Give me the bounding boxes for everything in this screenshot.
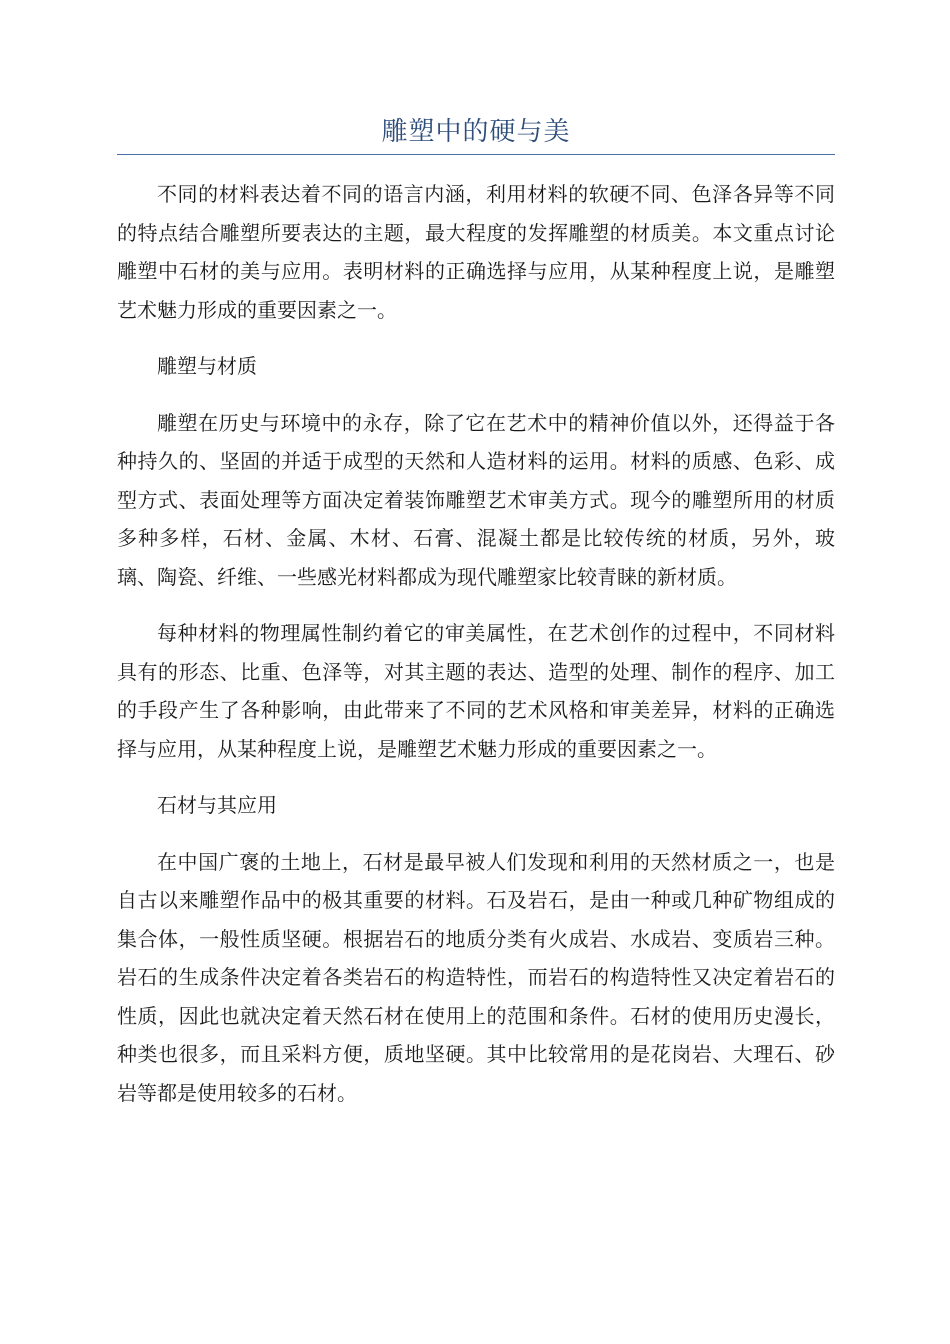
intro-paragraph: 不同的材料表达着不同的语言内涵，利用材料的软硬不同、色泽各异等不同的特点结合雕塑所要表达的主题，最大程度的发挥雕塑的材质美。本文重点讨论雕塑中石材的美与应用。表明材料的正确选择与应用，从某种程度上说，是雕塑艺术魅力形成的重要因素之一。 [117, 182, 835, 322]
section-heading-stone-application: 石材与其应用 [157, 793, 277, 817]
section-heading-sculpture-material: 雕塑与材质 [157, 354, 257, 378]
title-underline [117, 154, 835, 155]
document-title: 雕塑中的硬与美 [381, 117, 571, 147]
body-paragraph-properties: 每种材料的物理属性制约着它的审美属性，在艺术创作的过程中，不同材料具有的形态、比重、色泽等，对其主题的表达、造型的处理、制作的程序、加工的手段产生了各种影响，由此带来了不同的艺术风格和审美差异，材料的正确选择与应用，从某种程度上说，是雕塑艺术魅力形成的重要因素之一。 [117, 621, 835, 761]
body-paragraph-stone: 在中国广褒的土地上，石材是最早被人们发现和利用的天然材质之一，也是自古以来雕塑作品中的极其重要的材料。石及岩石，是由一种或几种矿物组成的集合体，一般性质坚硬。根据岩石的地质分类有火成岩、水成岩、变质岩三种。岩石的生成条件决定着各类岩石的构造特性，而岩石的构造特性又决定着岩石的性质，因此也就决定着天然石材在使用上的范围和条件。石材的使用历史漫长，种类也很多，而且采料方便，质地坚硬。其中比较常用的是花岗岩、大理石、砂岩等都是使用较多的石材。 [117, 849, 835, 1105]
body-paragraph-materials: 雕塑在历史与环境中的永存，除了它在艺术中的精神价值以外，还得益于各种持久的、坚固的并适于成型的天然和人造材料的运用。材料的质感、色彩、成型方式、表面处理等方面决定着装饰雕塑艺术审美方式。现今的雕塑所用的材质多种多样，石材、金属、木材、石膏、混凝土都是比较传统的材质，另外，玻璃、陶瓷、纤维、一些感光材料都成为现代雕塑家比较青睐的新材质。 [117, 410, 835, 589]
document-content [117, 110, 835, 1130]
